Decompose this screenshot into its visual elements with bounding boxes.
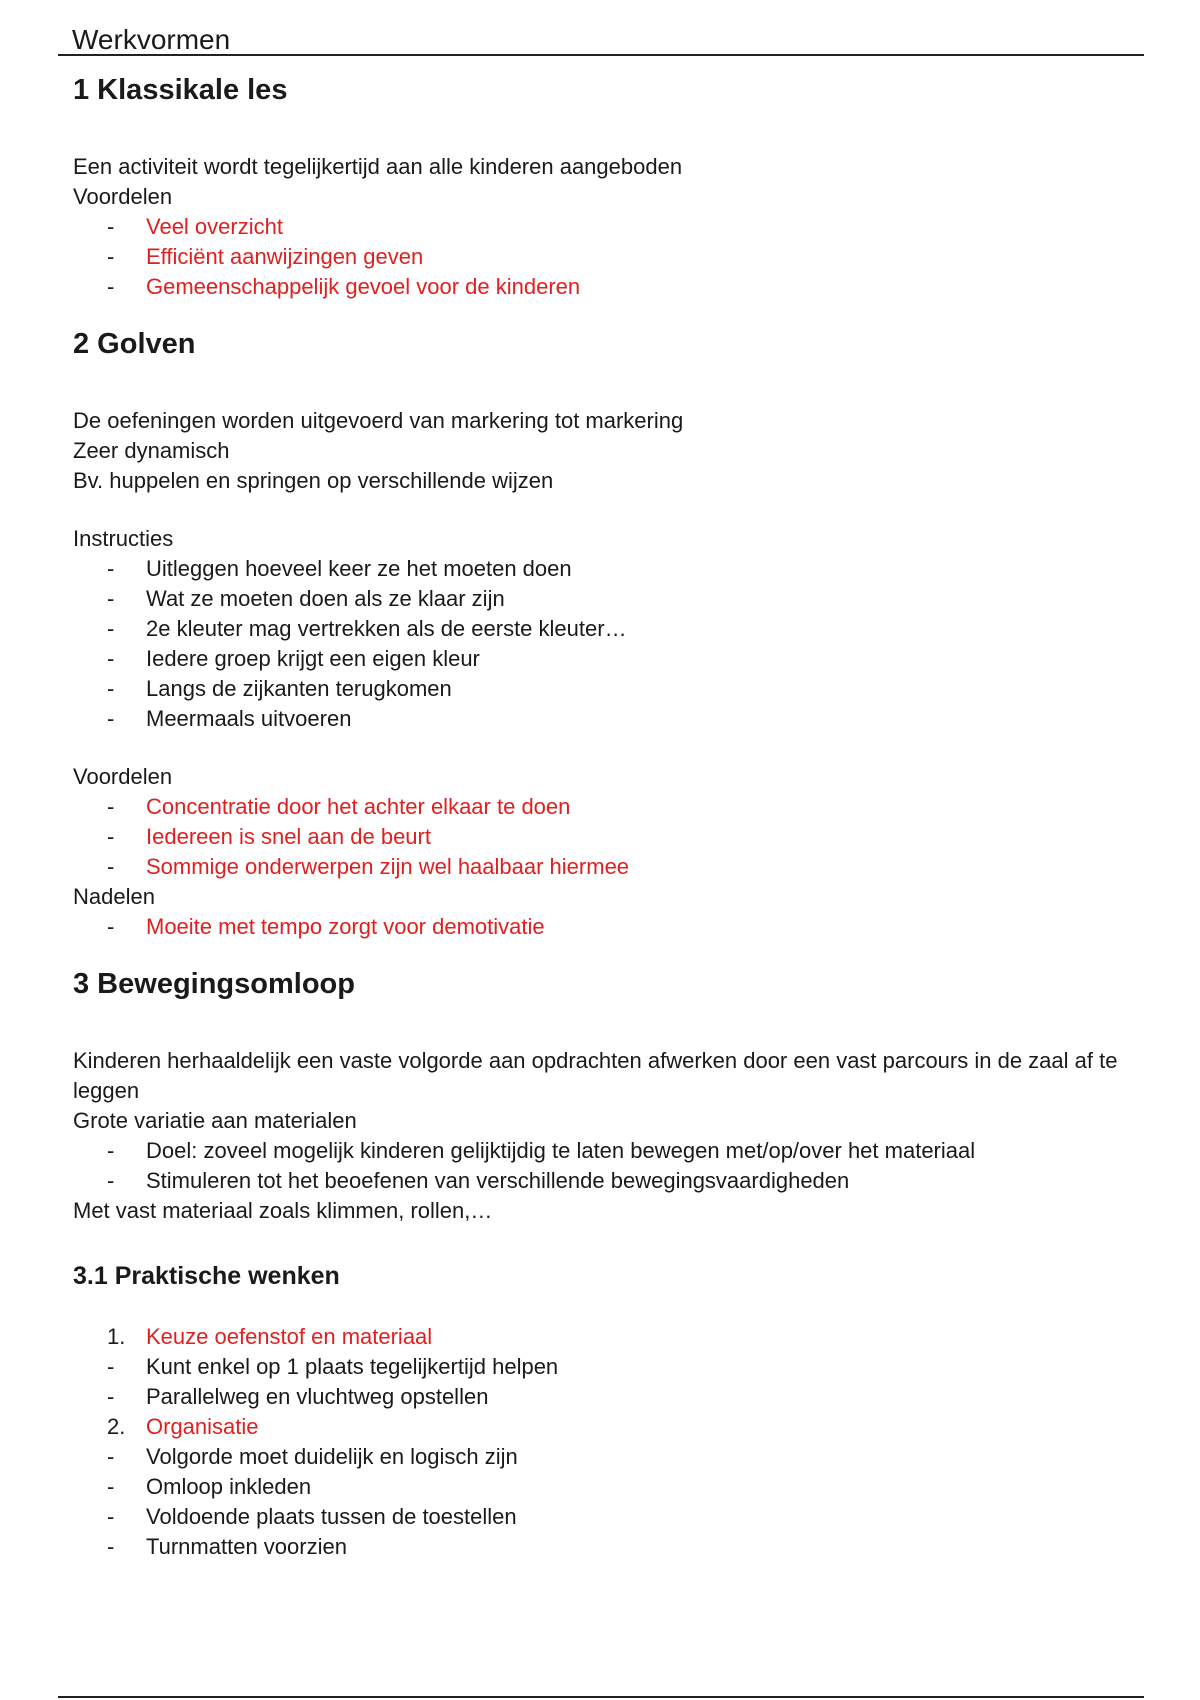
list-item-text: Volgorde moet duidelijk en logisch zijn [146,1444,518,1469]
bullet-marker: - [107,1444,115,1469]
list-item [73,912,1133,942]
list-item [73,1442,1133,1472]
list-item-text: Gemeenschappelijk gevoel voor de kinderen [146,274,581,299]
list-item-text: Voldoende plaats tussen de toestellen [146,1504,517,1529]
numbered-item [73,1412,1133,1442]
bullet-marker: - [107,586,115,611]
list-item-text: Wat ze moeten doen als ze klaar zijn [146,586,505,611]
bullet-marker: - [107,646,115,671]
list-item [73,674,1133,704]
nadelen-list [73,912,1133,942]
bullet-marker: - [107,1384,115,1409]
list-item [73,644,1133,674]
list-item [73,212,1133,242]
list-item-text: Uitleggen hoeveel keer ze het moeten doen [146,556,572,581]
list-item-text: Omloop inkleden [146,1474,312,1499]
list-label-instructies: Instructies [73,526,174,551]
bullet-marker: - [107,854,115,879]
bullet-marker: - [107,1504,115,1529]
list-item-text: Kunt enkel op 1 plaats tegelijkertijd helpen [146,1354,559,1379]
dash-bullet: - [107,274,115,299]
list-item-text: Iedereen is snel aan de beurt [146,824,431,849]
dash-bullet: - [107,244,115,269]
list-item-text: Keuze oefenstof en materiaal [146,1324,433,1349]
section-heading-klassikale-les: 1 Klassikale les [73,74,288,106]
wenken-list [73,1322,1133,1352]
list-item [73,1136,1133,1166]
voordelen-list [73,792,1133,882]
document-body [73,70,1133,1562]
list-item [73,704,1133,734]
list-item [73,1352,1133,1382]
list-item [73,1382,1133,1412]
page-header [58,18,1144,56]
list-item [73,1166,1133,1196]
paragraph: Bv. huppelen en springen op verschillende wijzen [73,468,554,493]
wenken-points [73,1442,1133,1562]
list-item-text: Doel: zoveel mogelijk kinderen gelijktijdig te laten bewegen met/op/over het materiaal [146,1138,976,1163]
bullet-marker: - [107,914,115,939]
list-item-text: 2e kleuter mag vertrekken als de eerste kleuter… [146,616,627,641]
bullet-marker: 1. [107,1324,126,1349]
instructies-list [73,554,1133,734]
list-item [73,614,1133,644]
bullet-marker: - [107,1168,115,1193]
wenken-list [73,1412,1133,1442]
list-label-voordelen: Voordelen [73,184,173,209]
bullet-marker: - [107,1534,115,1559]
bullet-marker: 2. [107,1414,126,1439]
list-item-text: Stimuleren tot het beoefenen van verschillende bewegingsvaardigheden [146,1168,850,1193]
list-item-text: Sommige onderwerpen zijn wel haalbaar hiermee [146,854,630,879]
list-item [73,792,1133,822]
variatie-list [73,1136,1133,1196]
list-item [73,822,1133,852]
list-item [73,554,1133,584]
list-item [73,1532,1133,1562]
list-item [73,242,1133,272]
footer-divider [58,1696,1144,1698]
list-item-text: Parallelweg en vluchtweg opstellen [146,1384,489,1409]
list-item-text: Langs de zijkanten terugkomen [146,676,452,701]
dash-bullet: - [107,214,115,239]
list-item [73,1472,1133,1502]
bullet-marker: - [107,556,115,581]
list-item-text: Turnmatten voorzien [146,1534,347,1559]
paragraph: Zeer dynamisch [73,438,230,463]
bullet-marker: - [107,676,115,701]
list-label-voordelen: Voordelen [73,764,173,789]
subsection-heading-praktische-wenken: 3.1 Praktische wenken [73,1262,340,1290]
list-item-text: Iedere groep krijgt een eigen kleur [146,646,480,671]
list-item [73,584,1133,614]
bullet-marker: - [107,1474,115,1499]
list-label-nadelen: Nadelen [73,884,155,909]
document-title: Werkvormen [72,24,231,55]
voordelen-list [73,212,1133,302]
bullet-marker: - [107,1354,115,1379]
paragraph: Kinderen herhaaldelijk een vaste volgorde aan opdrachten afwerken door een vast parcours in de zaal af te leggen [73,1048,1118,1103]
numbered-item [73,1322,1133,1352]
paragraph: Grote variatie aan materialen [73,1108,357,1133]
bullet-marker: - [107,706,115,731]
bullet-marker: - [107,616,115,641]
list-item [73,1502,1133,1532]
section-heading-golven: 2 Golven [73,328,196,360]
bullet-marker: - [107,824,115,849]
list-item-text: Veel overzicht [146,214,283,239]
paragraph: De oefeningen worden uitgevoerd van markering tot markering [73,408,684,433]
list-item-text: Moeite met tempo zorgt voor demotivatie [146,914,545,939]
paragraph: Een activiteit wordt tegelijkertijd aan alle kinderen aangeboden [73,154,683,179]
list-item-text: Efficiënt aanwijzingen geven [146,244,424,269]
paragraph: Met vast materiaal zoals klimmen, rollen,… [73,1198,493,1223]
bullet-marker: - [107,794,115,819]
section-heading-bewegingsomloop: 3 Bewegingsomloop [73,968,355,1000]
list-item [73,852,1133,882]
wenken-points [73,1352,1133,1412]
list-item-text: Concentratie door het achter elkaar te doen [146,794,571,819]
list-item [73,272,1133,302]
bullet-marker: - [107,1138,115,1163]
list-item-text: Meermaals uitvoeren [146,706,352,731]
list-item-text: Organisatie [146,1414,259,1439]
